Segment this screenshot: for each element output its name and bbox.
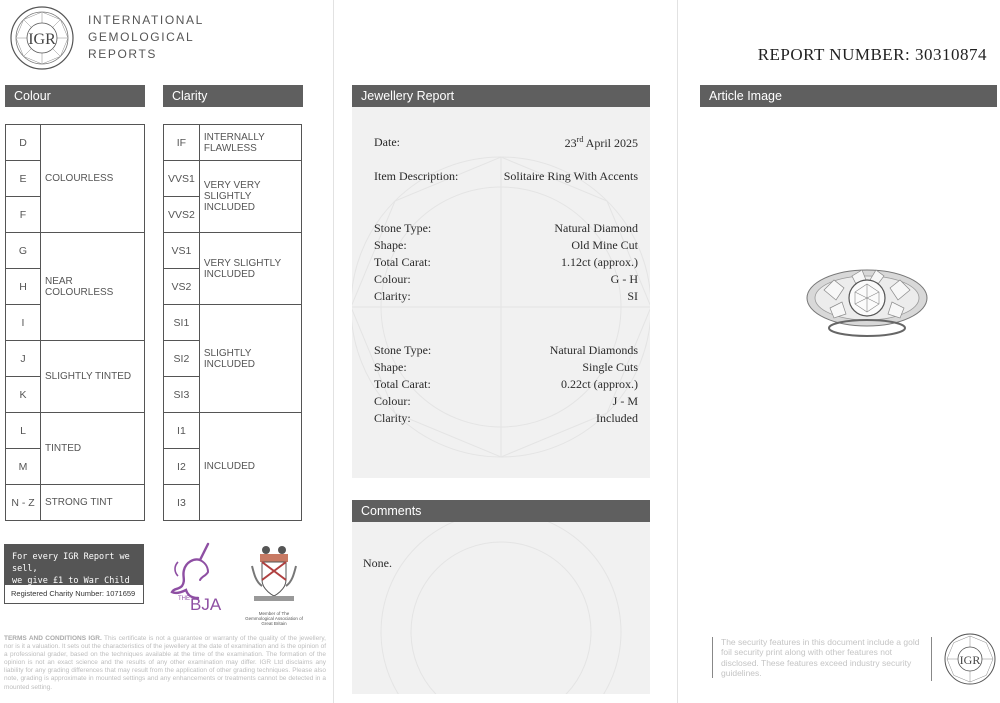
stone1-carat-value: 1.12ct (approx.) <box>561 255 638 269</box>
svg-text:IGR: IGR <box>28 31 56 48</box>
stone1-clarity-label: Clarity: <box>374 289 411 303</box>
grade-code: N - Z <box>6 485 41 521</box>
grade-group: VERY SLIGHTLY INCLUDED <box>199 233 301 305</box>
grade-group: INCLUDED <box>199 413 301 521</box>
colour-scale-table <box>5 124 145 521</box>
grade-code: D <box>6 125 41 161</box>
gemmological-association-crest <box>244 540 304 626</box>
middle-panel <box>333 0 676 703</box>
igr-footer-logo <box>943 632 997 691</box>
stone1-shape-label: Shape: <box>374 238 407 252</box>
jewellery-report-header: Jewellery Report <box>352 85 650 107</box>
grade-row <box>164 305 302 341</box>
grade-group: TINTED <box>41 413 145 485</box>
item-description-value: Solitaire Ring With Accents <box>503 169 638 183</box>
jewellery-report-box <box>352 107 650 478</box>
igr-seal-icon <box>943 632 997 686</box>
ring-image <box>804 258 930 340</box>
igr-logo <box>8 5 80 76</box>
grade-group: NEAR COLOURLESS <box>41 233 145 341</box>
bja-logo <box>164 540 234 614</box>
stone1-colour-value: G - H <box>610 272 638 286</box>
stone1-type-label: Stone Type: <box>374 221 432 235</box>
grade-code: L <box>6 413 41 449</box>
colour-header: Colour <box>5 85 145 107</box>
clarity-scale-table <box>163 124 302 521</box>
stone1-clarity-value: SI <box>627 289 638 303</box>
stone1-colour-label: Colour: <box>374 272 411 286</box>
grade-code: M <box>6 449 41 485</box>
grade-group: INTERNALLY FLAWLESS <box>199 125 301 161</box>
item-description-label: Item Description: <box>374 169 459 183</box>
comments-header: Comments <box>352 500 650 522</box>
igr-seal-icon <box>8 5 80 71</box>
grade-code: VVS1 <box>164 161 200 197</box>
grade-code: J <box>6 341 41 377</box>
date-label: Date: <box>374 135 400 149</box>
stone1-type-value: Natural Diamond <box>554 221 638 235</box>
grade-group: SLIGHTLY INCLUDED <box>199 305 301 413</box>
grade-group: SLIGHTLY TINTED <box>41 341 145 413</box>
stone2-type-label: Stone Type: <box>374 343 432 357</box>
grade-code: K <box>6 377 41 413</box>
brand-line-3: REPORTS <box>88 47 157 61</box>
grade-code: VS1 <box>164 233 200 269</box>
right-panel <box>677 0 1000 703</box>
grade-code: I2 <box>164 449 200 485</box>
crest-icon <box>244 540 304 606</box>
stone2-clarity-label: Clarity: <box>374 411 411 425</box>
terms-and-conditions <box>4 635 326 692</box>
stone2-colour-value: J - M <box>612 394 638 408</box>
grade-group: COLOURLESS <box>41 125 145 233</box>
grade-code: E <box>6 161 41 197</box>
comments-watermark-icon <box>352 522 650 694</box>
stone2-carat-label: Total Carat: <box>374 377 431 391</box>
stone2-shape-label: Shape: <box>374 360 407 374</box>
grade-row <box>164 233 302 269</box>
grade-group: VERY VERY SLIGHTLY INCLUDED <box>199 161 301 233</box>
grade-code: VS2 <box>164 269 200 305</box>
stone1-shape-value: Old Mine Cut <box>571 238 638 252</box>
stone2-colour-label: Colour: <box>374 394 411 408</box>
grade-code: F <box>6 197 41 233</box>
charity-line-2: we give £1 to War Child <box>12 576 130 586</box>
grade-code: I1 <box>164 413 200 449</box>
svg-text:IGR: IGR <box>959 653 981 667</box>
report-number: REPORT NUMBER: 30310874 <box>757 45 987 64</box>
grade-row <box>6 413 145 449</box>
grade-row <box>6 233 145 269</box>
stone2-carat-value: 0.22ct (approx.) <box>561 377 638 391</box>
grade-row <box>164 413 302 449</box>
comments-text: None. <box>363 556 392 570</box>
brand-line-2: GEMOLOGICAL <box>88 30 195 44</box>
stone2-shape-value: Single Cuts <box>582 360 638 374</box>
grade-code: SI3 <box>164 377 200 413</box>
brand-line-1: INTERNATIONAL <box>88 13 204 27</box>
grade-code: G <box>6 233 41 269</box>
comments-box <box>352 522 650 694</box>
charity-box <box>4 544 144 604</box>
article-image-header: Article Image <box>700 85 997 107</box>
grade-row <box>164 125 302 161</box>
terms-heading: TERMS AND CONDITIONS IGR. <box>4 635 102 642</box>
grade-row <box>6 125 145 161</box>
association-caption: Member of The Gemmological Association of Great Britain <box>245 611 303 626</box>
grade-code: H <box>6 269 41 305</box>
left-panel <box>0 0 330 703</box>
ring-icon <box>804 258 930 340</box>
grade-code: VVS2 <box>164 197 200 233</box>
stone1-carat-label: Total Carat: <box>374 255 431 269</box>
brand-name <box>88 12 204 63</box>
grade-code: I3 <box>164 485 200 521</box>
svg-text:BJA: BJA <box>190 595 222 614</box>
grade-code: SI1 <box>164 305 200 341</box>
stone2-clarity-value: Included <box>596 411 638 425</box>
unicorn-icon <box>164 540 234 614</box>
grade-code: I <box>6 305 41 341</box>
grade-row <box>6 485 145 521</box>
clarity-header: Clarity <box>163 85 303 107</box>
divider <box>931 637 932 681</box>
stone2-type-value: Natural Diamonds <box>549 343 638 357</box>
charity-line-1: For every IGR Report we sell, <box>12 552 130 574</box>
grade-code: IF <box>164 125 200 161</box>
grade-code: SI2 <box>164 341 200 377</box>
terms-body: This certificate is not a guarantee or warranty of the quality of the jewellery, nor is it a valuation. It sets out the characteristics of the jewellery at the date of examination and is the opinion of a professional grader, based on the techniques available at the time of the examination. The formation of the opinion is not an exact science and the results of any other examination may differ. IGR Ltd disclaims any liability for any grading differences that may result from the application of other grading techniques. Please also note, grading is approximate in mounted settings and any enhancements or treatments cannot be detected in a mounted setting. <box>4 635 326 691</box>
grade-row <box>6 341 145 377</box>
security-note: The security features in this document include a gold foil security print along with other features not disclosed. These features exceed industry security guidelines. <box>712 637 927 678</box>
grade-group: STRONG TINT <box>41 485 145 521</box>
grade-row <box>164 161 302 197</box>
charity-number: Registered Charity Number: 1071659 <box>11 589 136 598</box>
svg-text:THE: THE <box>178 596 190 602</box>
date-value: 23rd April 2025 <box>564 135 638 150</box>
